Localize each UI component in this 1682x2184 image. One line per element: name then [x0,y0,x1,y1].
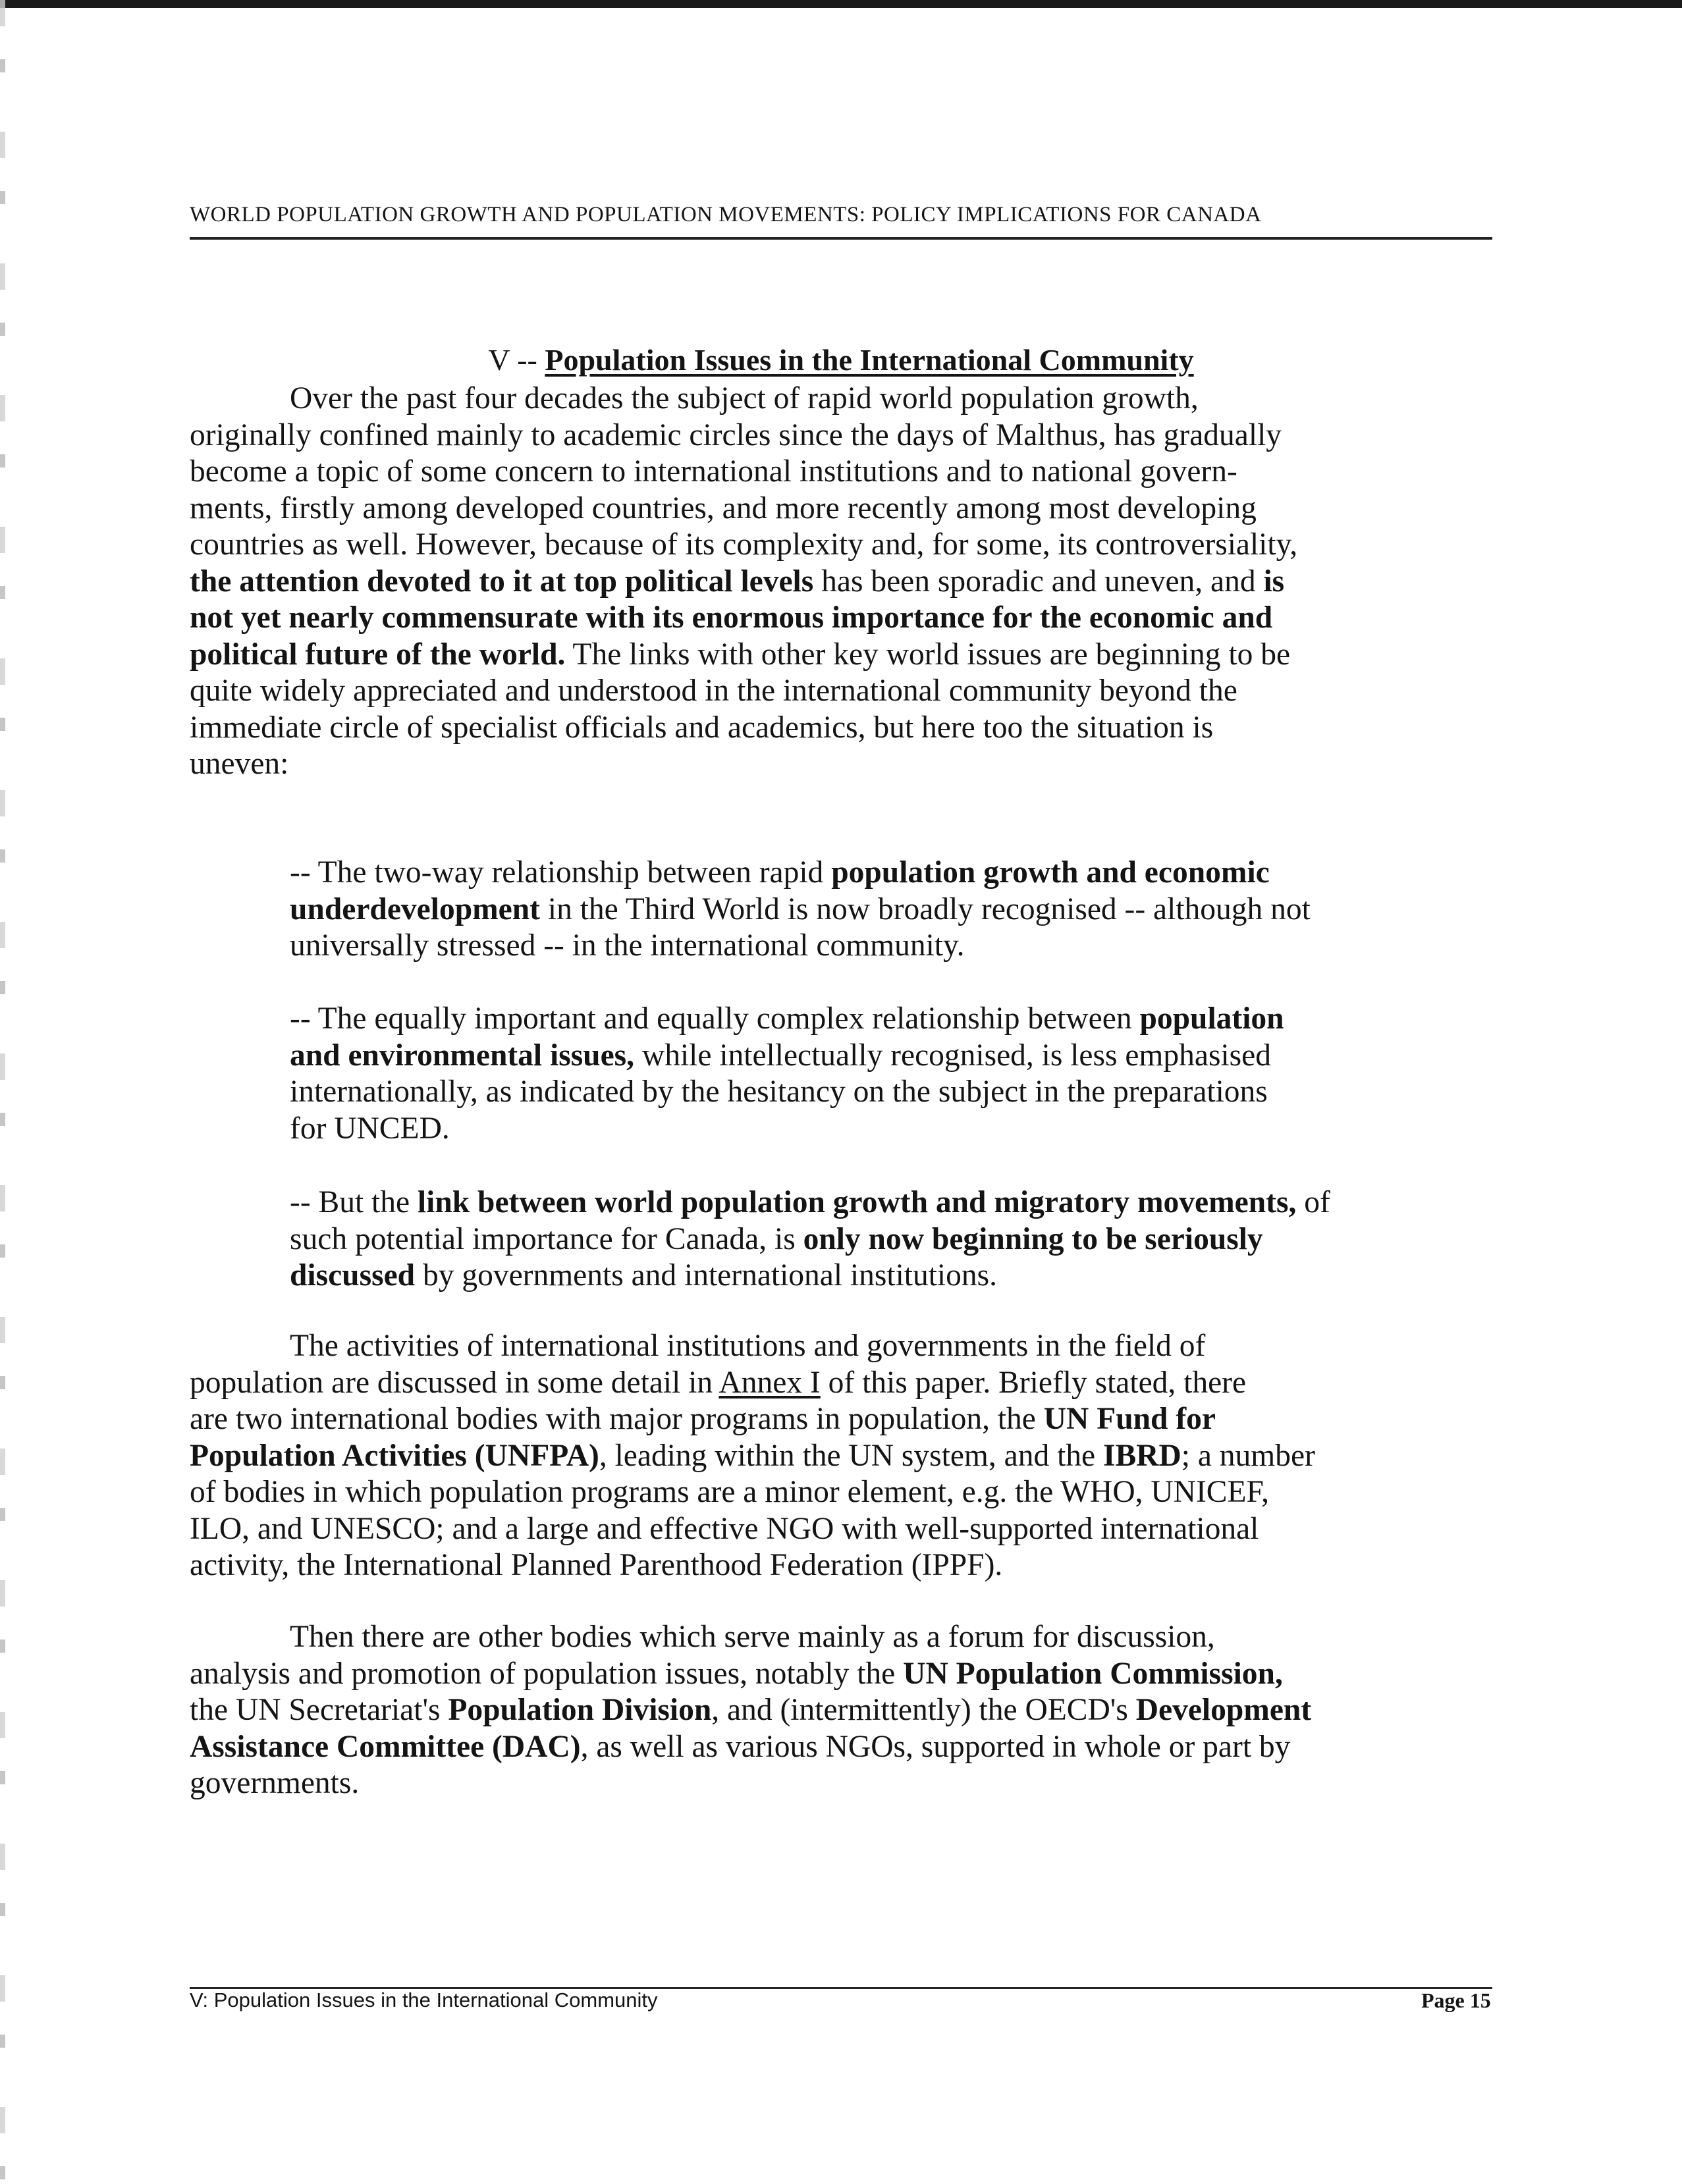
text-line: analysis and promotion of population issues, notably the [190,1656,904,1691]
emphasis-text: Development [1135,1693,1312,1727]
emphasis-text: Assistance Committee (DAC) [190,1729,581,1764]
emphasis-text: population [1139,1001,1284,1036]
emphasis-text: not yet nearly commensurate with its enormous importance for the economic and [190,600,1273,635]
emphasis-text: UN Population Commission, [903,1656,1283,1691]
text-line: Over the past four decades the subject of rapid world population growth, [290,381,1199,415]
emphasis-text: the attention devoted to it at top political levels [190,564,814,599]
emphasis-text: population growth and economic [831,855,1270,890]
text-line: by governments and international institutions. [415,1258,997,1292]
footer-section-title: V: Population Issues in the International Community [190,1988,658,2011]
scan-edge-top [0,0,1682,8]
text-line: , leading within the UN system, and the [599,1438,1103,1473]
text-line: -- But the [290,1185,418,1219]
emphasis-text: is [1263,564,1285,599]
page-number: Page 15 [1421,1988,1491,2012]
emphasis-text: Population Activities (UNFPA) [190,1438,599,1473]
emphasis-text: and environmental issues, [290,1038,635,1073]
text-line: in the Third World is now broadly recognised -- although not [540,892,1311,926]
text-line: are two international bodies with major programs in population, the [190,1402,1044,1436]
text-line: uneven: [190,747,289,781]
text-line: ments, firstly among developed countries, and more recently among most developing [190,491,1257,525]
text-line: Then there are other bodies which serve mainly as a forum for discussion, [290,1620,1215,1654]
emphasis-text: UN Fund for [1043,1402,1216,1436]
text-line: the UN Secretariat's [190,1693,448,1727]
text-line: activity, the International Planned Parenthood Federation (IPPF). [190,1548,1003,1582]
text-line: of this paper. Briefly stated, there [820,1365,1247,1400]
text-line: become a topic of some concern to international institutions and to national govern- [190,454,1237,489]
text-line: quite widely appreciated and understood in the international community beyond the [190,674,1237,708]
paragraph-intro [190,381,1297,783]
bullet-migration [290,1185,1330,1294]
paragraph-forums [190,1619,1311,1802]
text-line: population are discussed in some detail in [190,1365,719,1400]
text-line: such potential importance for Canada, is [290,1221,803,1256]
running-header: WORLD POPULATION GROWTH AND POPULATION MOVEMENTS: POLICY IMPLICATIONS FOR CANADA [190,203,1262,226]
text-line: , and (intermittently) the OECD's [711,1693,1136,1727]
text-line: has been sporadic and uneven, and [813,564,1264,599]
text-line: while intellectually recognised, is less emphasised [634,1038,1271,1073]
bullet-environment [290,1001,1284,1147]
header-rule [190,237,1492,240]
emphasis-text: political future of the world. [190,637,566,672]
emphasis-text: discussed [290,1258,416,1292]
text-line: The links with other key world issues are beginning to be [565,637,1291,672]
section-number: V -- [488,343,545,377]
text-line: -- The equally important and equally complex relationship between [290,1001,1140,1036]
text-line: originally confined mainly to academic circles since the days of Malthus, has gradually [190,417,1282,452]
annex-reference: Annex I [719,1365,821,1400]
emphasis-text: link between world population growth and migratory movements, [417,1185,1297,1219]
text-line: governments. [190,1766,360,1800]
text-line: for UNCED. [290,1111,450,1146]
emphasis-text: underdevelopment [290,892,540,926]
text-line: ; a number [1181,1438,1315,1473]
emphasis-text: IBRD [1103,1438,1181,1473]
text-line: internationally, as indicated by the hesitancy on the subject in the preparations [290,1075,1268,1109]
section-title [0,342,1682,377]
text-line: universally stressed -- in the international community. [290,928,965,963]
text-line: , as well as various NGOs, supported in whole or part by [580,1729,1291,1764]
scan-edge-left [0,0,5,2184]
bullet-economic [290,855,1311,965]
emphasis-text: Population Division [448,1693,712,1727]
text-line: The activities of international institutions and governments in the field of [290,1329,1206,1363]
text-line: ILO, and UNESCO; and a large and effective NGO with well-supported international [190,1511,1259,1546]
text-line: of [1296,1185,1330,1219]
text-line: -- The two-way relationship between rapid [290,855,832,890]
text-line: immediate circle of specialist officials and academics, but here too the situation is [190,710,1214,745]
text-line: of bodies in which population programs are a minor element, e.g. the WHO, UNICEF, [190,1475,1269,1509]
emphasis-text: only now beginning to be seriously [803,1221,1263,1256]
section-title-text: Population Issues in the International Community [545,343,1194,377]
text-line: countries as well. However, because of its complexity and, for some, its controversiality, [190,527,1298,562]
paragraph-institutions [190,1328,1315,1584]
